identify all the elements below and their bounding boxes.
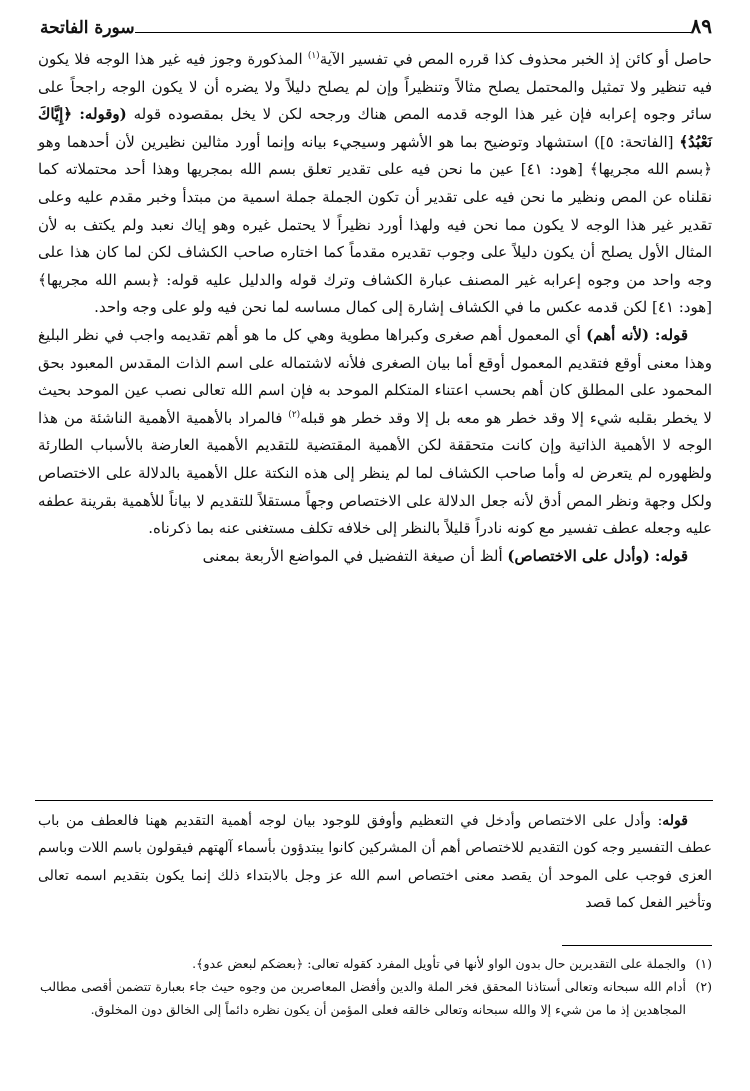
footnotes-section: [40, 952, 712, 1021]
footnote-text: أدام الله سبحانه وتعالى أستاذنا المحقق فخر الملة والدين وأفضل المعاصرين من وجوه حيث جاء بعبارة تتضمن أقصى مطالب المجاهدين إذ ما من شيء إلا والله سبحانه وتعالى خالقه فعلى المؤمن أن يكون نظره دائماً إلى الخالق دون المخلوق.: [40, 979, 686, 1017]
footnote-ref-2: (٢): [288, 409, 301, 420]
paragraph-2-keyword: قوله: (لأنه أهم): [586, 325, 688, 344]
footnote-number: (١): [695, 956, 712, 971]
header-rule: [135, 32, 691, 33]
paragraph-2: [38, 322, 712, 543]
commentary-section: [38, 808, 712, 918]
paragraph-1: [38, 46, 712, 322]
main-text: [38, 46, 712, 570]
paragraph-3-text: ألظ أن صيغة التفضيل في المواضع الأربعة بمعنى: [202, 546, 508, 565]
commentary-paragraph: [38, 808, 712, 918]
page-header: [30, 8, 720, 38]
footnote-item: [40, 952, 712, 975]
footnote-number: (٢): [695, 979, 712, 994]
page-number: ٨٩: [690, 14, 712, 38]
footnote-separator: [562, 945, 712, 946]
paragraph-1-end: [الفاتحة: ٥]) استشهاد وتوضيح بما هو الأشهر وسيجيء بيانه وإنما أورد مثالين نظيرين لأن أحدهما وهو ﴿بسم الله مجريها﴾ [هود: ٤١] عين ما نحن فيه على تقدير تعلق بسم الله بمجريها وهذا أحد محتملاته كما نقلناه عن المص ونظير ما نحن فيه على تقدير أن تكون الجملة جملة اسمية من مبتدأ وخبر مقدم عليه وعلى تقدير غير هذا الوجه لا يكون مما نحن فيه ولهذا أورد نظيراً لا يحتمل غيره وهو إياك نعبد ولم يكتف به لأن المثال الأول يصلح أن يكون دليلاً على وجوب تقديره مقدماً كما اختاره صاحب الكشاف لكن لما كان هذا على وجه واحد من وجوه إعرابه غير المصنف عبارة الكشاف وترك قوله والدليل عليه قوله: ﴿بسم الله مجريها﴾ [هود: ٤١] لكن قدمه عكس ما في الكشاف إشارة إلى كمال مساسه لما نحن فيه ولو على وجه واحد.: [38, 132, 712, 317]
commentary-text: : وأدل على الاختصاص وأدخل في التعظيم وأوفق للوجود بيان لوجه أهمية التقديم ههنا فالعطف من باب عطف التفسير وجه كون التقديم للاختصاص أهم أن المشركين كانوا يبتدؤون بأسماء آلهتهم فيقولون باسم اللات وباسم العزى فوجب على الموحد أن يقصد معنى اختصاص اسم الله عز وجل بالابتداء ذلك إنما يكون بتقديم اسمه تعالى وتأخير الفعل كما قصد: [38, 813, 712, 912]
paragraph-3: [38, 543, 712, 571]
paragraph-2-end: فالمراد بالأهمية الأهمية الناشئة من هذا الوجه لا الأهمية الذاتية وإن كانت متحققة لكن الأهمية المقتضية للتقديم الأهمية العارضة بالأسباب الطارئة ولظهوره لم يتعرض له وأما صاحب الكشاف لما لم ينظر إلى هذه النكتة علل الأهمية بالدلالة على الاختصاص ولكل وجهة ونظر المص أدق لأنه جعل الدلالة على الاختصاص وجهاً مستقلاً للتقديم لا بياناً للأهمية بقرينة عطفه عليه وجعله عطف تفسير مع كونه نادراً قليلاً بالنظر إلى خلافه تكلف مستغنى عنه بما ذكرناه.: [38, 408, 712, 538]
paragraph-1-start: حاصل أو كائن إذ الخبر محذوف كذا قرره المص في تفسير الآية: [319, 50, 712, 68]
paragraph-1-middle: المذكورة وجوز فيه غير هذا الوجه فلا يكون فيه تنظير ولا تمثيل والمحتمل يصلح مثالاً وتنظيراً وإن لم يصلح دليلاً ولا يضره أن لا يكون الوجه راجحاً على سائر وجوه إعرابه فإن غير هذا الوجه قدمه المص هناك ورجحه لكن لا يخل بمقصوده قوله: [38, 50, 712, 124]
paragraph-3-keyword: قوله: (وأدل على الاختصاص): [507, 546, 688, 565]
footnote-item: [40, 975, 712, 1021]
footnote-text: والجملة على التقديرين حال بدون الواو لأنها في تأويل المفرد كقوله تعالى: ﴿بعضكم لبعض عدو﴾.: [192, 956, 686, 971]
commentary-keyword: قوله: [662, 813, 688, 829]
paragraph-2-start: أي المعمول أهم صغرى وكبراها مطوية وهي كل ما هو أهم تقديمه واجب في نظر البليغ وهذا معنى أوقع فتقديم المعمول أوقع أما بيان الصغرى فلأنه لاشتماله على اسم الذات المقدس المعبود بحق المحمود على المطلق كان أهم بحسب اعتناء المتكلم الموحد به فإن اسم الله تعالى نصب عين الموحد بحيث لا يخطر بقلبه شيء إلا وقد خطر هو معه بل إلا وقد خطر هو قبله: [38, 325, 712, 427]
commentary-separator: [35, 800, 713, 801]
paragraph-1-keyword: (وقوله: ﴿إِيَّاكَ نَعْبُدُ﴾: [38, 105, 712, 151]
surah-title: سورة الفاتحة: [40, 18, 135, 38]
footnote-ref-1: (١): [307, 51, 320, 61]
